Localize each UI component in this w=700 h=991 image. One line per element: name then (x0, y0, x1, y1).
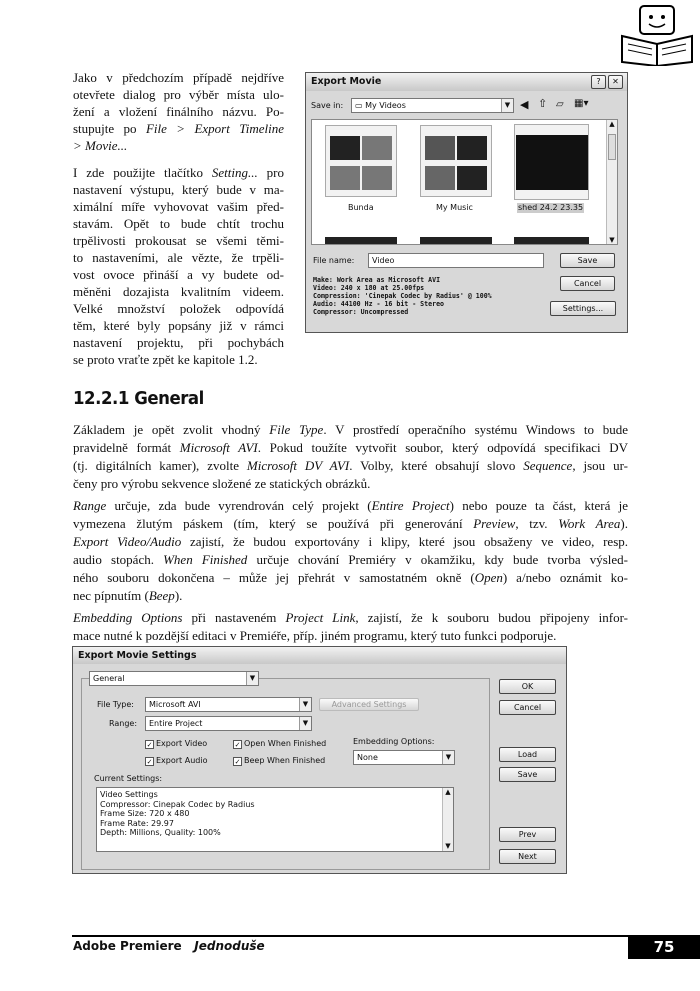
text-line (73, 515, 628, 532)
text-line (73, 103, 284, 120)
scrollbar[interactable] (442, 788, 453, 851)
save-in-value: My Videos (365, 101, 406, 110)
checkbox-label: Beep When Finished (244, 756, 326, 765)
file-type-select[interactable] (145, 697, 312, 712)
text-line (73, 215, 284, 232)
emphasis: Work Area (558, 516, 621, 531)
text-run: čeny pro výrobu sekvence složené ze statických obrázků. (73, 476, 371, 491)
scrollbar[interactable] (606, 120, 617, 244)
save-in-select[interactable] (351, 98, 514, 113)
text-line (73, 283, 284, 300)
emphasis: Beep (148, 588, 175, 603)
help-button[interactable]: ? (591, 75, 606, 89)
text-run: I zde použijte tlačítko (73, 165, 212, 180)
file-shed[interactable] (514, 124, 589, 200)
text-run: nec pípnutím ( (73, 588, 149, 603)
scroll-down-icon[interactable]: ▼ (445, 841, 451, 850)
text-run: (tj. digitálních kamer), zvolte (73, 458, 247, 473)
emphasis: Sequence (523, 458, 573, 473)
text-line (73, 475, 628, 492)
emphasis: Microsoft AVI (179, 440, 258, 455)
emphasis: Entire Project (371, 498, 450, 513)
export-video-checkbox[interactable] (145, 739, 207, 749)
footer-book-title (73, 938, 265, 954)
footer-rule (72, 935, 700, 937)
close-button[interactable]: ✕ (608, 75, 623, 89)
beep-when-finished-checkbox[interactable] (233, 756, 325, 766)
emphasis: Export Video/Audio (73, 534, 182, 549)
scroll-down-icon[interactable]: ▼ (609, 236, 615, 244)
range-label: Range: (109, 719, 138, 728)
settings-line: Video Settings (100, 790, 158, 799)
check-icon: ✓ (146, 758, 153, 766)
text-line (73, 69, 284, 86)
emphasis: Microsoft DV AVI (246, 458, 350, 473)
checkbox-label: Open When Finished (244, 739, 327, 748)
folder-bunda[interactable] (325, 125, 397, 197)
text-run: ) nebo pouze ta část, která je (449, 498, 629, 513)
scroll-up-icon[interactable]: ▲ (445, 788, 451, 796)
range-select[interactable] (145, 716, 312, 731)
text-line (73, 627, 628, 644)
item-label: My Music (436, 203, 473, 212)
text-run: určuje, zda bude vyrendrován celý projekt ( (106, 498, 372, 513)
text-run: . V prostředí operačního systému Windows to bude (323, 422, 629, 437)
text-run: těm, které byly popsány již v rámci (73, 318, 284, 333)
save-button[interactable]: Save (560, 253, 615, 268)
emphasis: > Movie... (73, 138, 128, 153)
page-number: 75 (628, 935, 700, 959)
text-line (73, 497, 628, 514)
text-line (73, 317, 284, 334)
emphasis: Setting... (211, 165, 258, 180)
cancel-button[interactable]: Cancel (499, 700, 556, 715)
text-line (73, 551, 628, 568)
text-line (73, 569, 628, 586)
text-run: otevřete dialog pro výběr místa ulo- (73, 87, 284, 102)
file-type-value: Microsoft AVI (149, 700, 201, 709)
text-line (73, 232, 284, 249)
new-folder-icon[interactable]: ▱ (556, 99, 564, 110)
text-run: ného souboru dokončena – může jej přehrát v samostatném okně ( (73, 570, 475, 585)
text-line (73, 164, 284, 181)
text-run: audio stopách. (73, 552, 164, 567)
settings-line: Frame Rate: 29.97 (100, 818, 174, 828)
emphasis: When Finished (163, 552, 248, 567)
emphasis: Open (474, 570, 503, 585)
check-icon: ✓ (234, 741, 241, 749)
text-run: ). (174, 588, 183, 603)
text-run: pro (257, 165, 284, 180)
next-button[interactable]: Next (499, 849, 556, 864)
item-label: Bunda (348, 203, 374, 212)
advanced-settings-button[interactable]: Advanced Settings (319, 698, 419, 711)
category-value: General (93, 674, 125, 683)
info-line: Compression: 'Cinepak Codec by Radius' @ 100% (313, 292, 492, 300)
text-line (73, 120, 284, 137)
text-line (73, 421, 628, 438)
dialog-title: Export Movie Settings (73, 647, 566, 664)
text-run: stupujte po (73, 121, 146, 136)
export-movie-settings-dialog (72, 646, 567, 874)
file-name-label: File name: (313, 256, 355, 265)
text-run: pravidelně formát (73, 440, 180, 455)
chevron-down-icon: ▼ (501, 99, 513, 112)
emphasis: Project Link (285, 610, 356, 625)
info-line: Compressor: Uncompressed (313, 308, 409, 316)
text-run: , jsou ur- (572, 458, 628, 473)
emphasis: Preview (473, 516, 516, 531)
embedding-value: None (357, 753, 378, 762)
settings-line: Frame Size: 720 x 480 (100, 809, 190, 818)
save-in-label: Save in: (311, 101, 344, 110)
text-line (73, 181, 284, 198)
chevron-down-icon: ▼ (442, 751, 454, 764)
text-line (73, 439, 628, 456)
text-run: zajistí, že budou exportovány i klipy, které jsou obsaženy ve video, resp. (181, 534, 629, 549)
checkbox-label: Export Audio (156, 756, 208, 765)
info-line: Make: Work Area as Microsoft AVI (313, 276, 441, 284)
text-run: mace nutné k pozdější editaci v Premiéře, příp. jiném programu, který tuto funkci podporuje. (73, 628, 557, 643)
text-run: , zajistí, že k souboru budou připojeny infor- (355, 610, 628, 625)
text-run: . Pokud toužíte vytvořit soubor, který odpovídá specifikaci DV (257, 440, 628, 455)
text-run: ). (620, 516, 628, 531)
emphasis: Range (73, 498, 107, 513)
emphasis: Embedding Options (73, 610, 183, 625)
text-run: , tzv. (515, 516, 559, 531)
checkbox-label: Export Video (156, 739, 208, 748)
info-line: Audio: 44100 Hz - 16 bit - Stereo (313, 300, 445, 308)
text-run: ximální míře vyhovovat vašim před- (73, 199, 284, 214)
settings-line: Depth: Millions, Quality: 100% (100, 828, 221, 837)
embedding-options-select[interactable] (353, 750, 455, 765)
check-icon: ✓ (234, 758, 241, 766)
text-line (73, 609, 628, 626)
ok-button[interactable]: OK (499, 679, 556, 694)
scroll-thumb[interactable] (608, 134, 616, 160)
text-run: nastavení projektu, při pochybách (73, 335, 284, 350)
view-menu-icon[interactable]: ▦▾ (574, 98, 589, 109)
folder-icon: ▭ (355, 101, 366, 110)
text-line (73, 266, 284, 283)
reading-mascot-icon (618, 2, 696, 66)
text-run: vost ovoce přináší a vy budete od- (73, 267, 284, 282)
text-run: trpělivosti prokousat se všemi těmi- (73, 233, 284, 248)
text-run: stavám. Opět to bude chtít trochu (73, 216, 284, 231)
check-icon: ✓ (146, 741, 153, 749)
load-button[interactable]: Load (499, 747, 556, 762)
file-type-label: File Type: (97, 700, 134, 709)
text-run: Základem je opět zvolit vhodný (73, 422, 270, 437)
text-line (73, 351, 284, 368)
dialog-title: Export Movie (306, 73, 627, 91)
file-name-input[interactable]: Video (368, 253, 544, 268)
section-heading: 12.2.1 General (73, 388, 204, 409)
back-icon[interactable]: ◀ (520, 98, 529, 111)
export-info (313, 276, 543, 316)
text-line (73, 533, 628, 550)
chevron-down-icon: ▼ (299, 698, 311, 711)
text-line (73, 334, 284, 351)
text-run: žení a vložení finálního názvu. Po- (73, 104, 284, 119)
text-line (73, 249, 284, 266)
export-audio-checkbox[interactable] (145, 756, 207, 766)
current-settings-textarea[interactable] (96, 787, 454, 852)
export-movie-dialog (305, 72, 628, 333)
text-run: při nastaveném (182, 610, 286, 625)
up-folder-icon[interactable]: ⇧ (538, 97, 548, 110)
text-run: vymezena žlutým páskem (tím, který se používá při generování (73, 516, 474, 531)
file-list[interactable] (311, 119, 618, 245)
chevron-down-icon: ▼ (246, 672, 258, 685)
emphasis: File Type (269, 422, 324, 437)
text-run: ) a/nebo oznámit ko- (502, 570, 628, 585)
text-run: Jako v předchozím případě nejdříve (73, 70, 284, 85)
embedding-options-label: Embedding Options: (353, 737, 435, 746)
category-select[interactable] (89, 671, 259, 686)
text-run: to nastaveními, ale vězte, že trpěli- (73, 250, 284, 265)
info-line: Video: 240 x 180 at 25.00fps (313, 284, 425, 292)
range-value: Entire Project (149, 719, 203, 728)
book-name: Adobe Premiere (73, 939, 182, 953)
open-when-finished-checkbox[interactable] (233, 739, 326, 749)
folder-my-music[interactable] (420, 125, 492, 197)
prev-button[interactable]: Prev (499, 827, 556, 842)
save-button[interactable]: Save (499, 767, 556, 782)
text-line (73, 300, 284, 317)
text-run: nastavení výstupu, který bude v ma- (73, 182, 284, 197)
text-line (73, 86, 284, 103)
series-name: Jednoduše (194, 939, 265, 953)
text-run: Velké množství položek odpovídá (73, 301, 284, 316)
text-run: se proto vraťte zpět ke kapitole 1.2. (73, 352, 258, 367)
settings-button[interactable]: Settings... (550, 301, 616, 316)
text-run: měněni dozajista kvalitním videem. (73, 284, 284, 299)
current-settings-label: Current Settings: (94, 774, 163, 783)
text-run: . Volby, které obsahují slovo (349, 458, 524, 473)
item-label-selected: shed 24.2 23.35 (518, 203, 584, 212)
text-line (73, 198, 284, 215)
text-line (73, 457, 628, 474)
text-run: určuje chování Premiéry v okamžiku, kdy bude tvorba výsled- (247, 552, 628, 567)
scroll-up-icon[interactable]: ▲ (609, 120, 615, 128)
text-line (73, 587, 628, 604)
settings-line: Compressor: Cinepak Codec by Radius (100, 799, 255, 809)
chevron-down-icon: ▼ (299, 717, 311, 730)
emphasis: File > Export Timeline (145, 121, 284, 136)
text-line (73, 137, 284, 154)
cancel-button[interactable]: Cancel (560, 276, 615, 291)
